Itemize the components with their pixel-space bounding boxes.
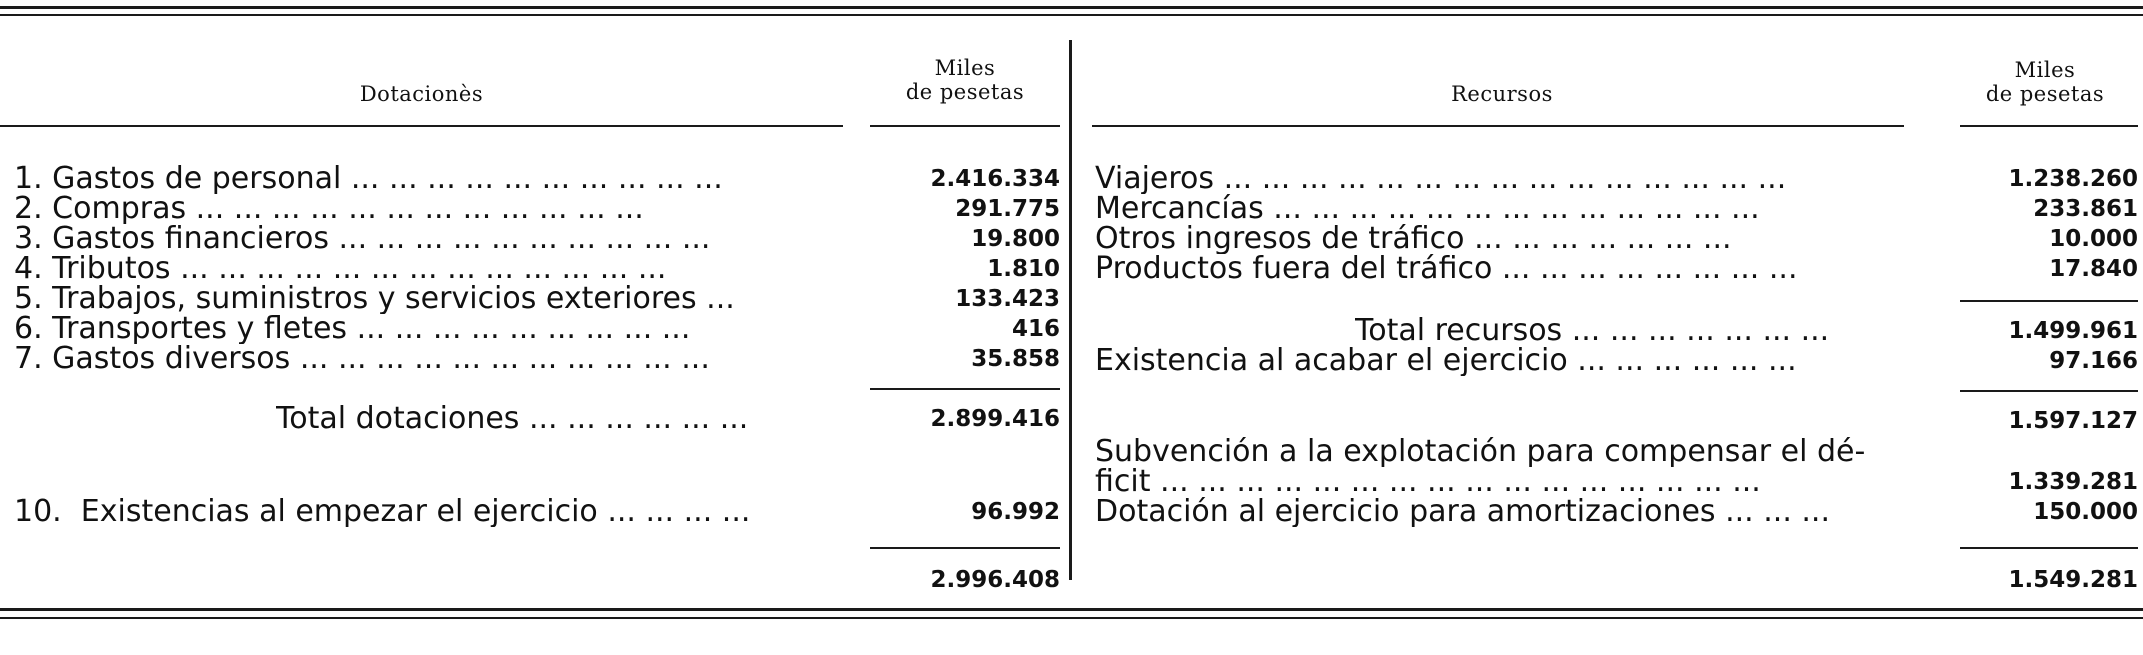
leader-dots: ... ... ... ... ... ... ... ... [1501, 254, 1798, 284]
leader-dots: ... ... ... ... ... ... ... ... ... ... ... ... [195, 194, 644, 224]
left-subtotal-rule [870, 388, 1060, 390]
leader-dots: ... [706, 284, 735, 314]
right-closing-value: 97.166 [2049, 348, 2138, 374]
leader-dots: ... ... ... ... ... ... ... ... ... ... ... [299, 344, 710, 374]
right-header-rule [1092, 125, 1904, 127]
left-row-value: 2.416.334 [930, 166, 1060, 192]
right-row-value: 233.861 [2033, 196, 2138, 222]
right-row-value: 17.840 [2049, 256, 2138, 282]
left-opening-row: 10. Existencias al empezar el ejercicio ... ... ... ... [14, 497, 834, 527]
leader-dots: ... ... ... ... ... ... ... ... ... ... ... ... ... [1273, 194, 1760, 224]
leader-dots: ... ... ... ... ... ... ... ... ... ... [338, 224, 711, 254]
list-item: 7. Gastos diversos ... ... ... ... ... ... ... ... ... ... ... [14, 344, 834, 374]
list-item: 6. Transportes y fletes ... ... ... ... ... ... ... ... ... [14, 314, 834, 344]
right-subtotal: 1.597.127 [2008, 408, 2138, 434]
bottom-double-rule-lower [0, 617, 2143, 619]
leader-dots: ... ... ... ... ... ... ... ... ... ... ... ... ... ... ... ... [1160, 467, 1761, 497]
leader-dots: ... ... ... ... ... ... ... [1571, 316, 1830, 346]
right-subtotal2-rule [1960, 390, 2138, 392]
left-row-value: 133.423 [955, 286, 1060, 312]
right-row-value: 1.238.260 [2008, 166, 2138, 192]
left-total-value: 2.899.416 [930, 406, 1060, 432]
right-closing-row: Existencia al acabar el ejercicio ... ... ... ... ... ... [1095, 346, 1930, 376]
top-double-rule-upper [0, 6, 2143, 9]
left-row-value: 291.775 [955, 196, 1060, 222]
left-row-value: 1.810 [987, 256, 1060, 282]
left-header-rule [0, 125, 843, 127]
leader-dots: ... ... ... ... ... ... [1577, 346, 1797, 376]
right-header-unit-line2: de pesetas [1985, 82, 2105, 106]
left-grand-total: 2.996.408 [930, 567, 1060, 593]
left-header-label: Dotacionès [359, 82, 484, 106]
leader-dots: ... ... ... ... ... ... [528, 404, 749, 434]
list-item: Otros ingresos de tráfico ... ... ... ... ... ... ... [1095, 224, 1930, 254]
right-unit-header-rule [1960, 125, 2138, 127]
top-double-rule-lower [0, 14, 2143, 16]
right-total-value: 1.499.961 [2008, 318, 2138, 344]
leader-dots: ... ... ... [1725, 497, 1831, 527]
list-item: 2. Compras ... ... ... ... ... ... ... ... ... ... ... ... [14, 194, 834, 224]
right-subtotal-rule [1960, 300, 2138, 302]
leader-dots: ... ... ... ... ... ... ... [1474, 224, 1732, 254]
list-item: 1. Gastos de personal ... ... ... ... ... ... ... ... ... ... [14, 164, 834, 194]
right-subsidy-line1: Subvención a la explotación para compensar el dé- [1095, 437, 1866, 467]
right-amortization-row: Dotación al ejercicio para amortizaciones ... ... ... [1095, 497, 1930, 527]
list-item: Mercancías ... ... ... ... ... ... ... ... ... ... ... ... ... [1095, 194, 1930, 224]
leader-dots: ... ... ... ... ... ... ... ... ... ... ... ... ... ... ... [1223, 164, 1787, 194]
left-row-value: 416 [1011, 316, 1060, 342]
bottom-double-rule-upper [0, 608, 2143, 611]
leader-dots: ... ... ... ... ... ... ... ... ... ... ... ... ... [180, 254, 667, 284]
right-amortization-value: 150.000 [2033, 499, 2138, 525]
list-item: Viajeros ... ... ... ... ... ... ... ... ... ... ... ... ... ... ... [1095, 164, 1930, 194]
right-grand-total: 1.549.281 [2008, 567, 2138, 593]
list-item: 3. Gastos financieros ... ... ... ... ... ... ... ... ... ... [14, 224, 834, 254]
left-row-value: 35.858 [971, 346, 1060, 372]
leader-dots: ... ... ... ... ... ... ... ... ... ... [350, 164, 723, 194]
right-header-label: Recursos [1451, 82, 1553, 106]
left-opening-value: 96.992 [971, 499, 1060, 525]
left-total-row: Total dotaciones ... ... ... ... ... ... [276, 404, 836, 434]
leader-dots: ... ... ... ... [607, 497, 751, 527]
right-grand-total-rule [1960, 547, 2138, 549]
left-unit-header-rule [870, 125, 1060, 127]
right-total-row: Total recursos ... ... ... ... ... ... ... [1355, 316, 1930, 346]
list-item: 5. Trabajos, suministros y servicios exteriores ... [14, 284, 834, 314]
list-item: 4. Tributos ... ... ... ... ... ... ... ... ... ... ... ... ... [14, 254, 834, 284]
left-header-unit-line2: de pesetas [905, 80, 1025, 104]
right-header-unit-line1: Miles [2014, 58, 2076, 82]
right-subsidy-value: 1.339.281 [2008, 469, 2138, 495]
list-item: Productos fuera del tráfico ... ... ... ... ... ... ... ... [1095, 254, 1930, 284]
column-divider [1069, 40, 1072, 580]
leader-dots: ... ... ... ... ... ... ... ... ... [356, 314, 691, 344]
right-subsidy-line2: ficit ... ... ... ... ... ... ... ... ... ... ... ... ... ... ... ... [1095, 467, 1930, 497]
left-grand-total-rule [870, 547, 1060, 549]
left-row-value: 19.800 [971, 226, 1060, 252]
right-row-value: 10.000 [2049, 226, 2138, 252]
left-header-unit-line1: Miles [934, 56, 996, 80]
